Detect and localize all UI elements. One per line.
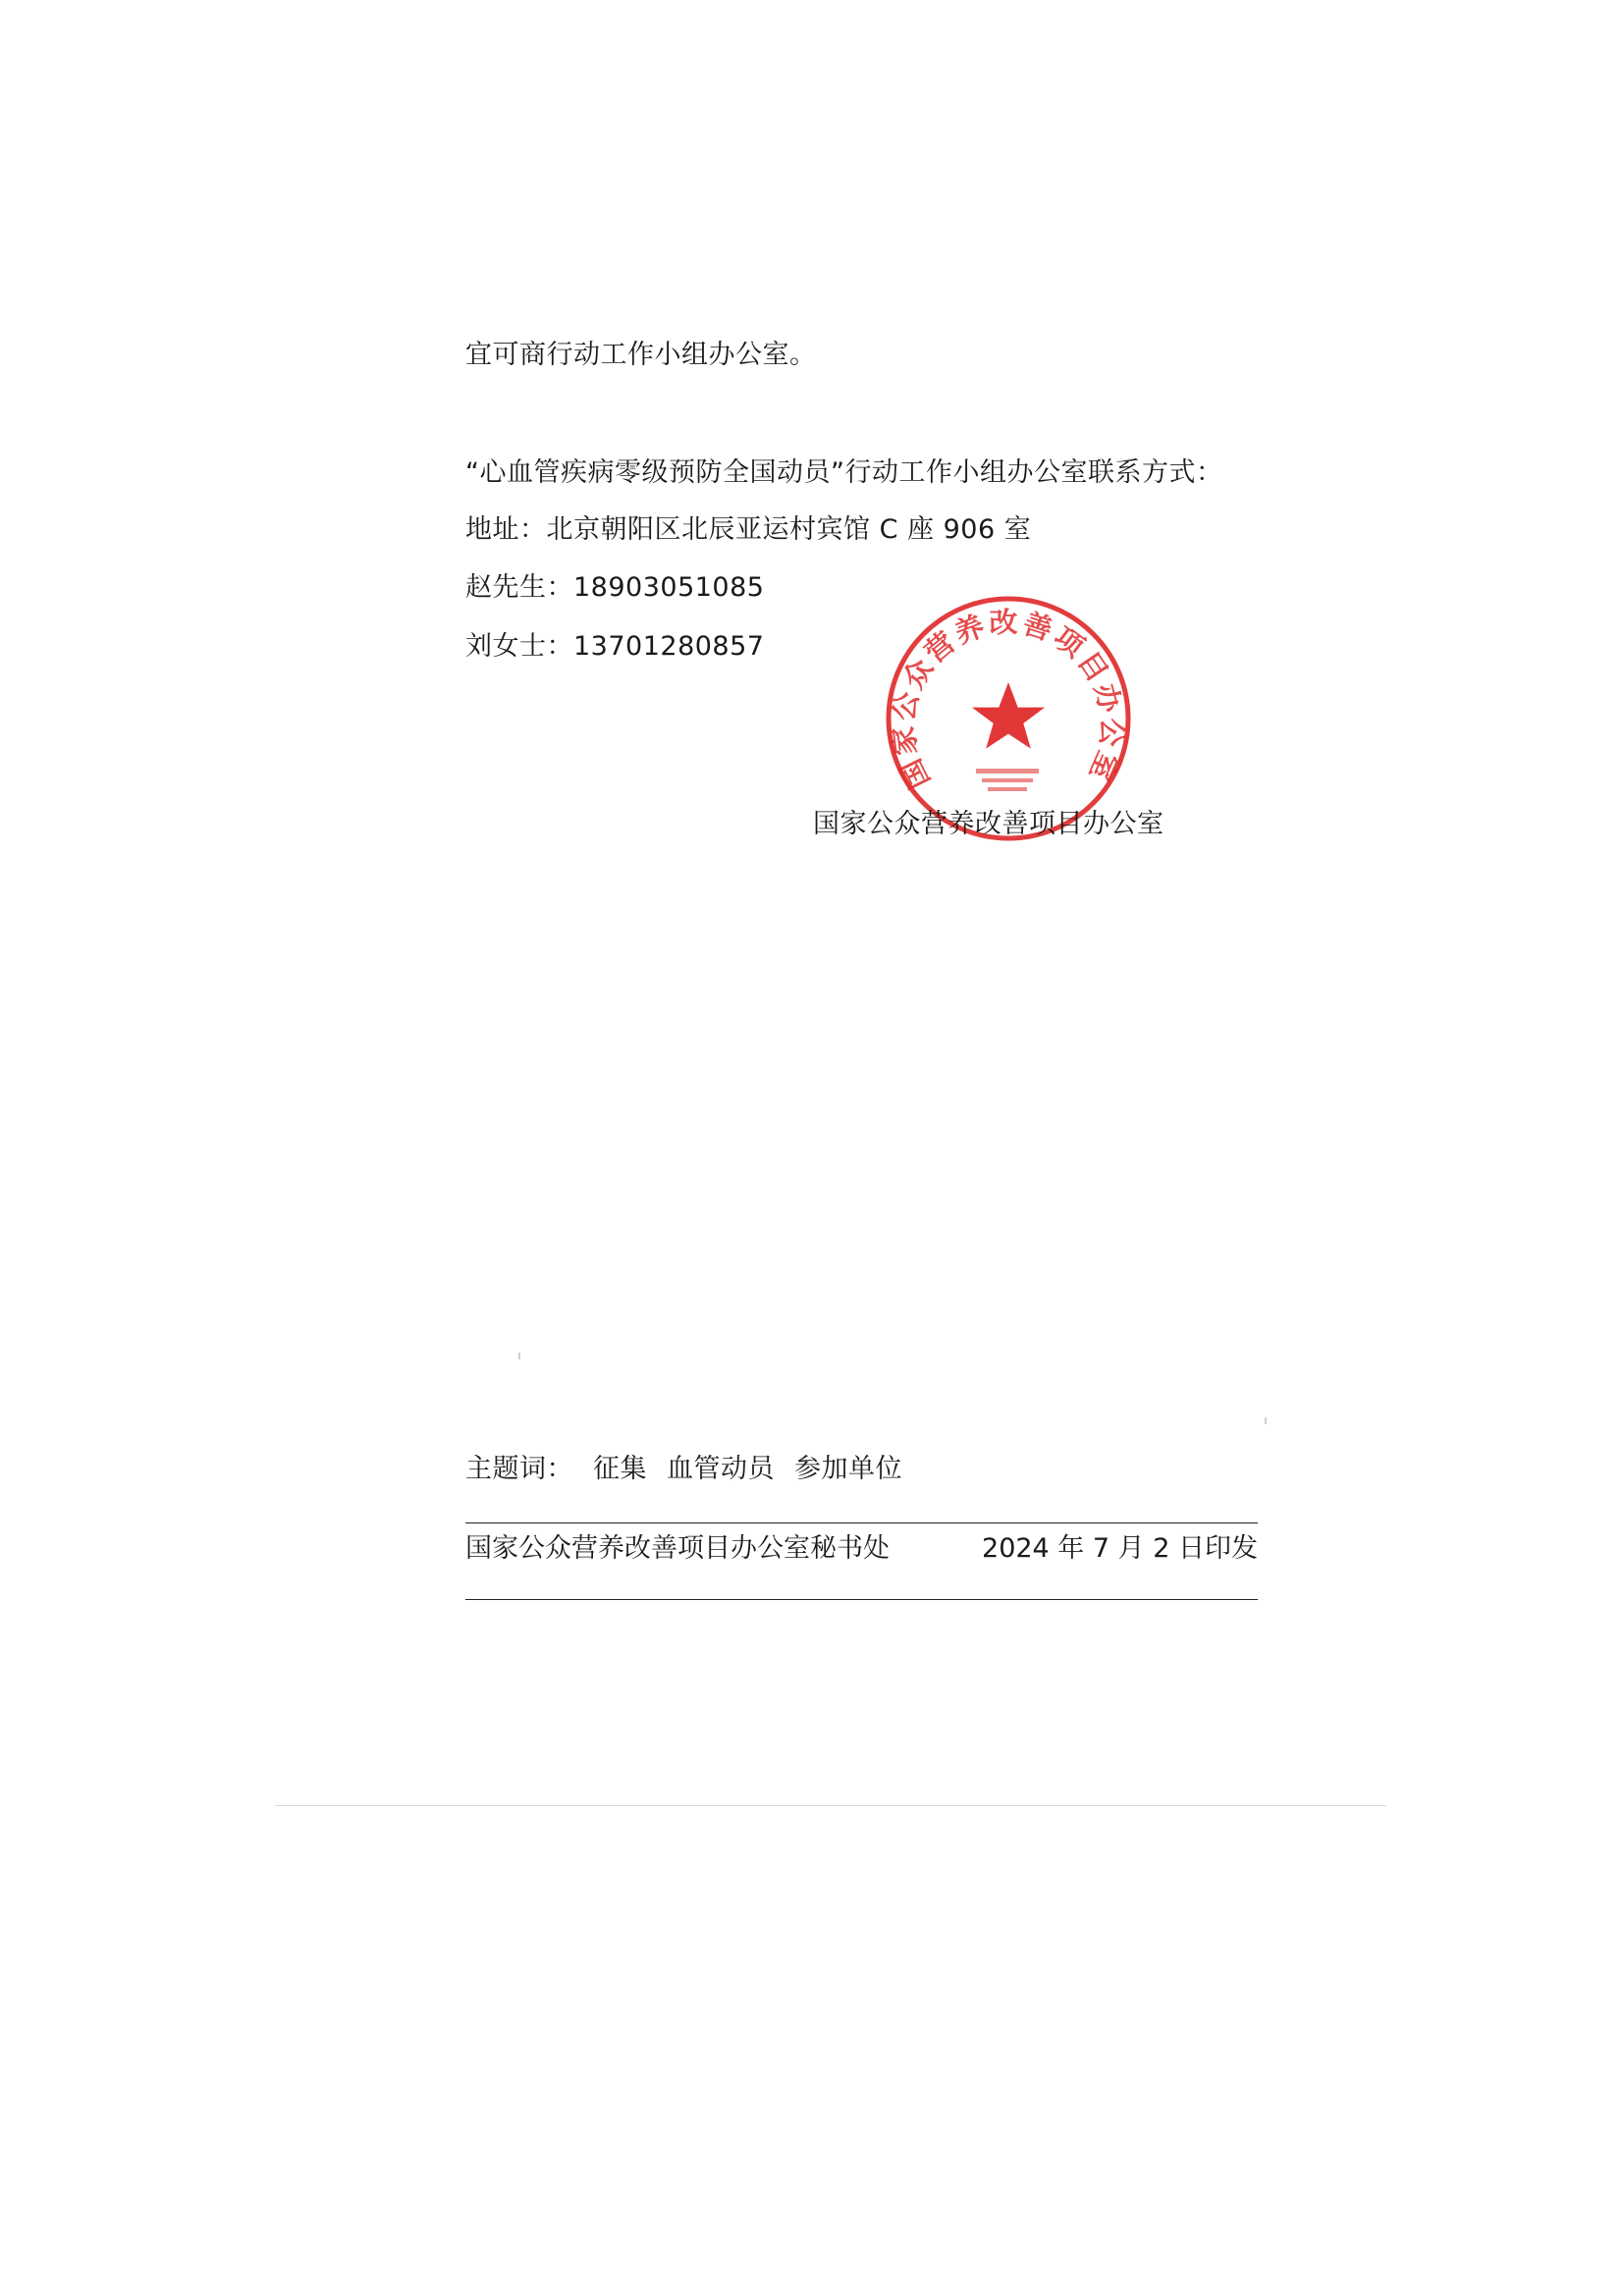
divider-line — [465, 1522, 1258, 1523]
keyword: 征集 — [593, 1454, 647, 1484]
contact-person: 刘女士：13701280857 — [465, 631, 765, 662]
signature-organization: 国家公众营养改善项目办公室 — [813, 809, 1164, 839]
scan-speck — [518, 1353, 520, 1360]
keywords-line — [465, 1450, 902, 1489]
contact-heading: “心血管疾病零级预防全国动员”行动工作小组办公室联系方式： — [465, 457, 1223, 488]
keyword: 血管动员 — [667, 1454, 775, 1484]
seal-star-icon — [972, 682, 1045, 749]
keyword: 参加单位 — [794, 1454, 902, 1484]
seal-bottom-texture — [976, 769, 1039, 791]
issuer: 国家公众营养改善项目办公室秘书处 — [465, 1533, 890, 1564]
seal-text: 国家公众营养改善项目办公室 — [886, 605, 1130, 794]
scan-speck — [1265, 1417, 1267, 1424]
issue-date: 2024 年 7 月 2 日印发 — [982, 1533, 1258, 1564]
keywords — [465, 1454, 902, 1484]
divider-line — [465, 1599, 1258, 1600]
keywords-label: 主题词： — [465, 1454, 573, 1484]
contact-person: 赵先生：18903051085 — [465, 572, 765, 603]
page-separator — [275, 1805, 1386, 1806]
issuance-row — [465, 1529, 1258, 1569]
contact-address: 地址：北京朝阳区北辰亚运村宾馆 C 座 906 室 — [465, 514, 1032, 545]
continuation-text: 宜可商行动工作小组办公室。 — [465, 340, 817, 370]
